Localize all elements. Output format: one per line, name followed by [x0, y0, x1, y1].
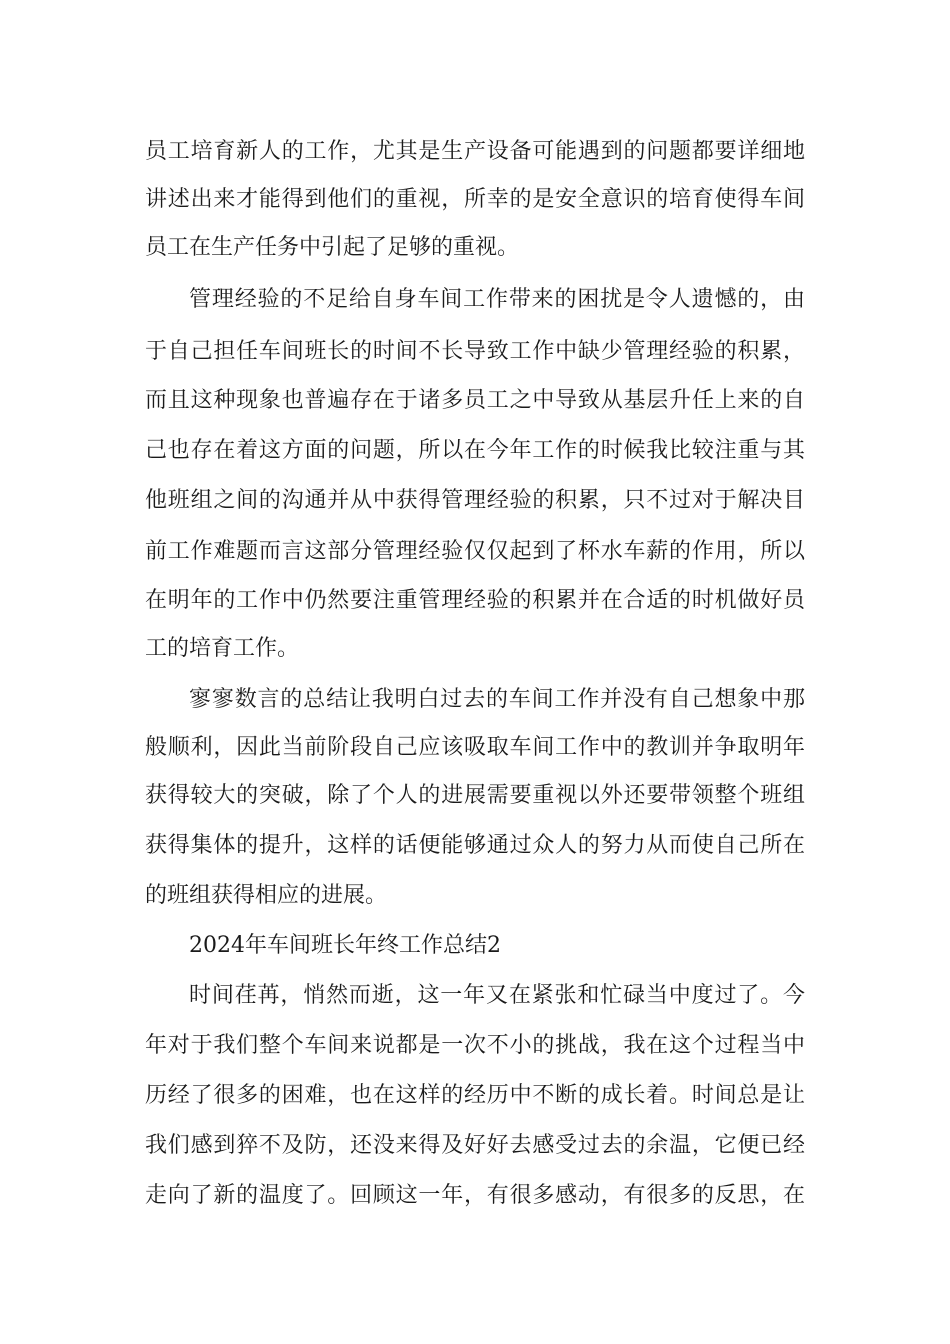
paragraph-line: 己也存在着这方面的问题，所以在今年工作的时候我比较注重与其	[145, 438, 805, 463]
paragraph-line: 员工在生产任务中引起了足够的重视。	[145, 235, 520, 260]
paragraph-line: 讲述出来才能得到他们的重视，所幸的是安全意识的培育使得车间	[145, 187, 805, 212]
paragraph-line: 我们感到猝不及防，还没来得及好好去感受过去的余温，它便已经	[145, 1133, 805, 1158]
section-heading: 2024年车间班长年终工作总结2	[189, 933, 501, 958]
paragraph-line: 寥寥数言的总结让我明白过去的车间工作并没有自己想象中那	[189, 687, 805, 712]
paragraph-line: 管理经验的不足给自身车间工作带来的困扰是令人遗憾的，由	[189, 287, 805, 312]
paragraph-line: 在明年的工作中仍然要注重管理经验的积累并在合适的时机做好员	[145, 588, 805, 613]
paragraph-line: 的班组获得相应的进展。	[145, 883, 388, 908]
paragraph-line: 于自己担任车间班长的时间不长导致工作中缺少管理经验的积累，	[145, 339, 805, 364]
paragraph-line: 前工作难题而言这部分管理经验仅仅起到了杯水车薪的作用，所以	[145, 539, 805, 564]
paragraph-line: 年对于我们整个车间来说都是一次不小的挑战，我在这个过程当中	[145, 1033, 805, 1058]
paragraph-line: 他班组之间的沟通并从中获得管理经验的积累，只不过对于解决目	[145, 488, 805, 513]
paragraph-line: 历经了很多的困难，也在这样的经历中不断的成长着。时间总是让	[145, 1083, 805, 1108]
paragraph-line: 员工培育新人的工作，尤其是生产设备可能遇到的问题都要详细地	[145, 139, 805, 164]
paragraph-line: 工的培育工作。	[145, 636, 300, 661]
paragraph-line: 般顺利，因此当前阶段自己应该吸取车间工作中的教训并争取明年	[145, 735, 805, 760]
paragraph-line: 时间荏苒，悄然而逝，这一年又在紧张和忙碌当中度过了。今	[189, 983, 805, 1008]
paragraph-line: 获得集体的提升，这样的话便能够通过众人的努力从而使自己所在	[145, 833, 805, 858]
paragraph-line: 走向了新的温度了。回顾这一年，有很多感动，有很多的反思，在	[145, 1183, 805, 1208]
paragraph-line: 而且这种现象也普遍存在于诸多员工之中导致从基层升任上来的自	[145, 388, 805, 413]
paragraph-line: 获得较大的突破，除了个人的进展需要重视以外还要带领整个班组	[145, 783, 805, 808]
